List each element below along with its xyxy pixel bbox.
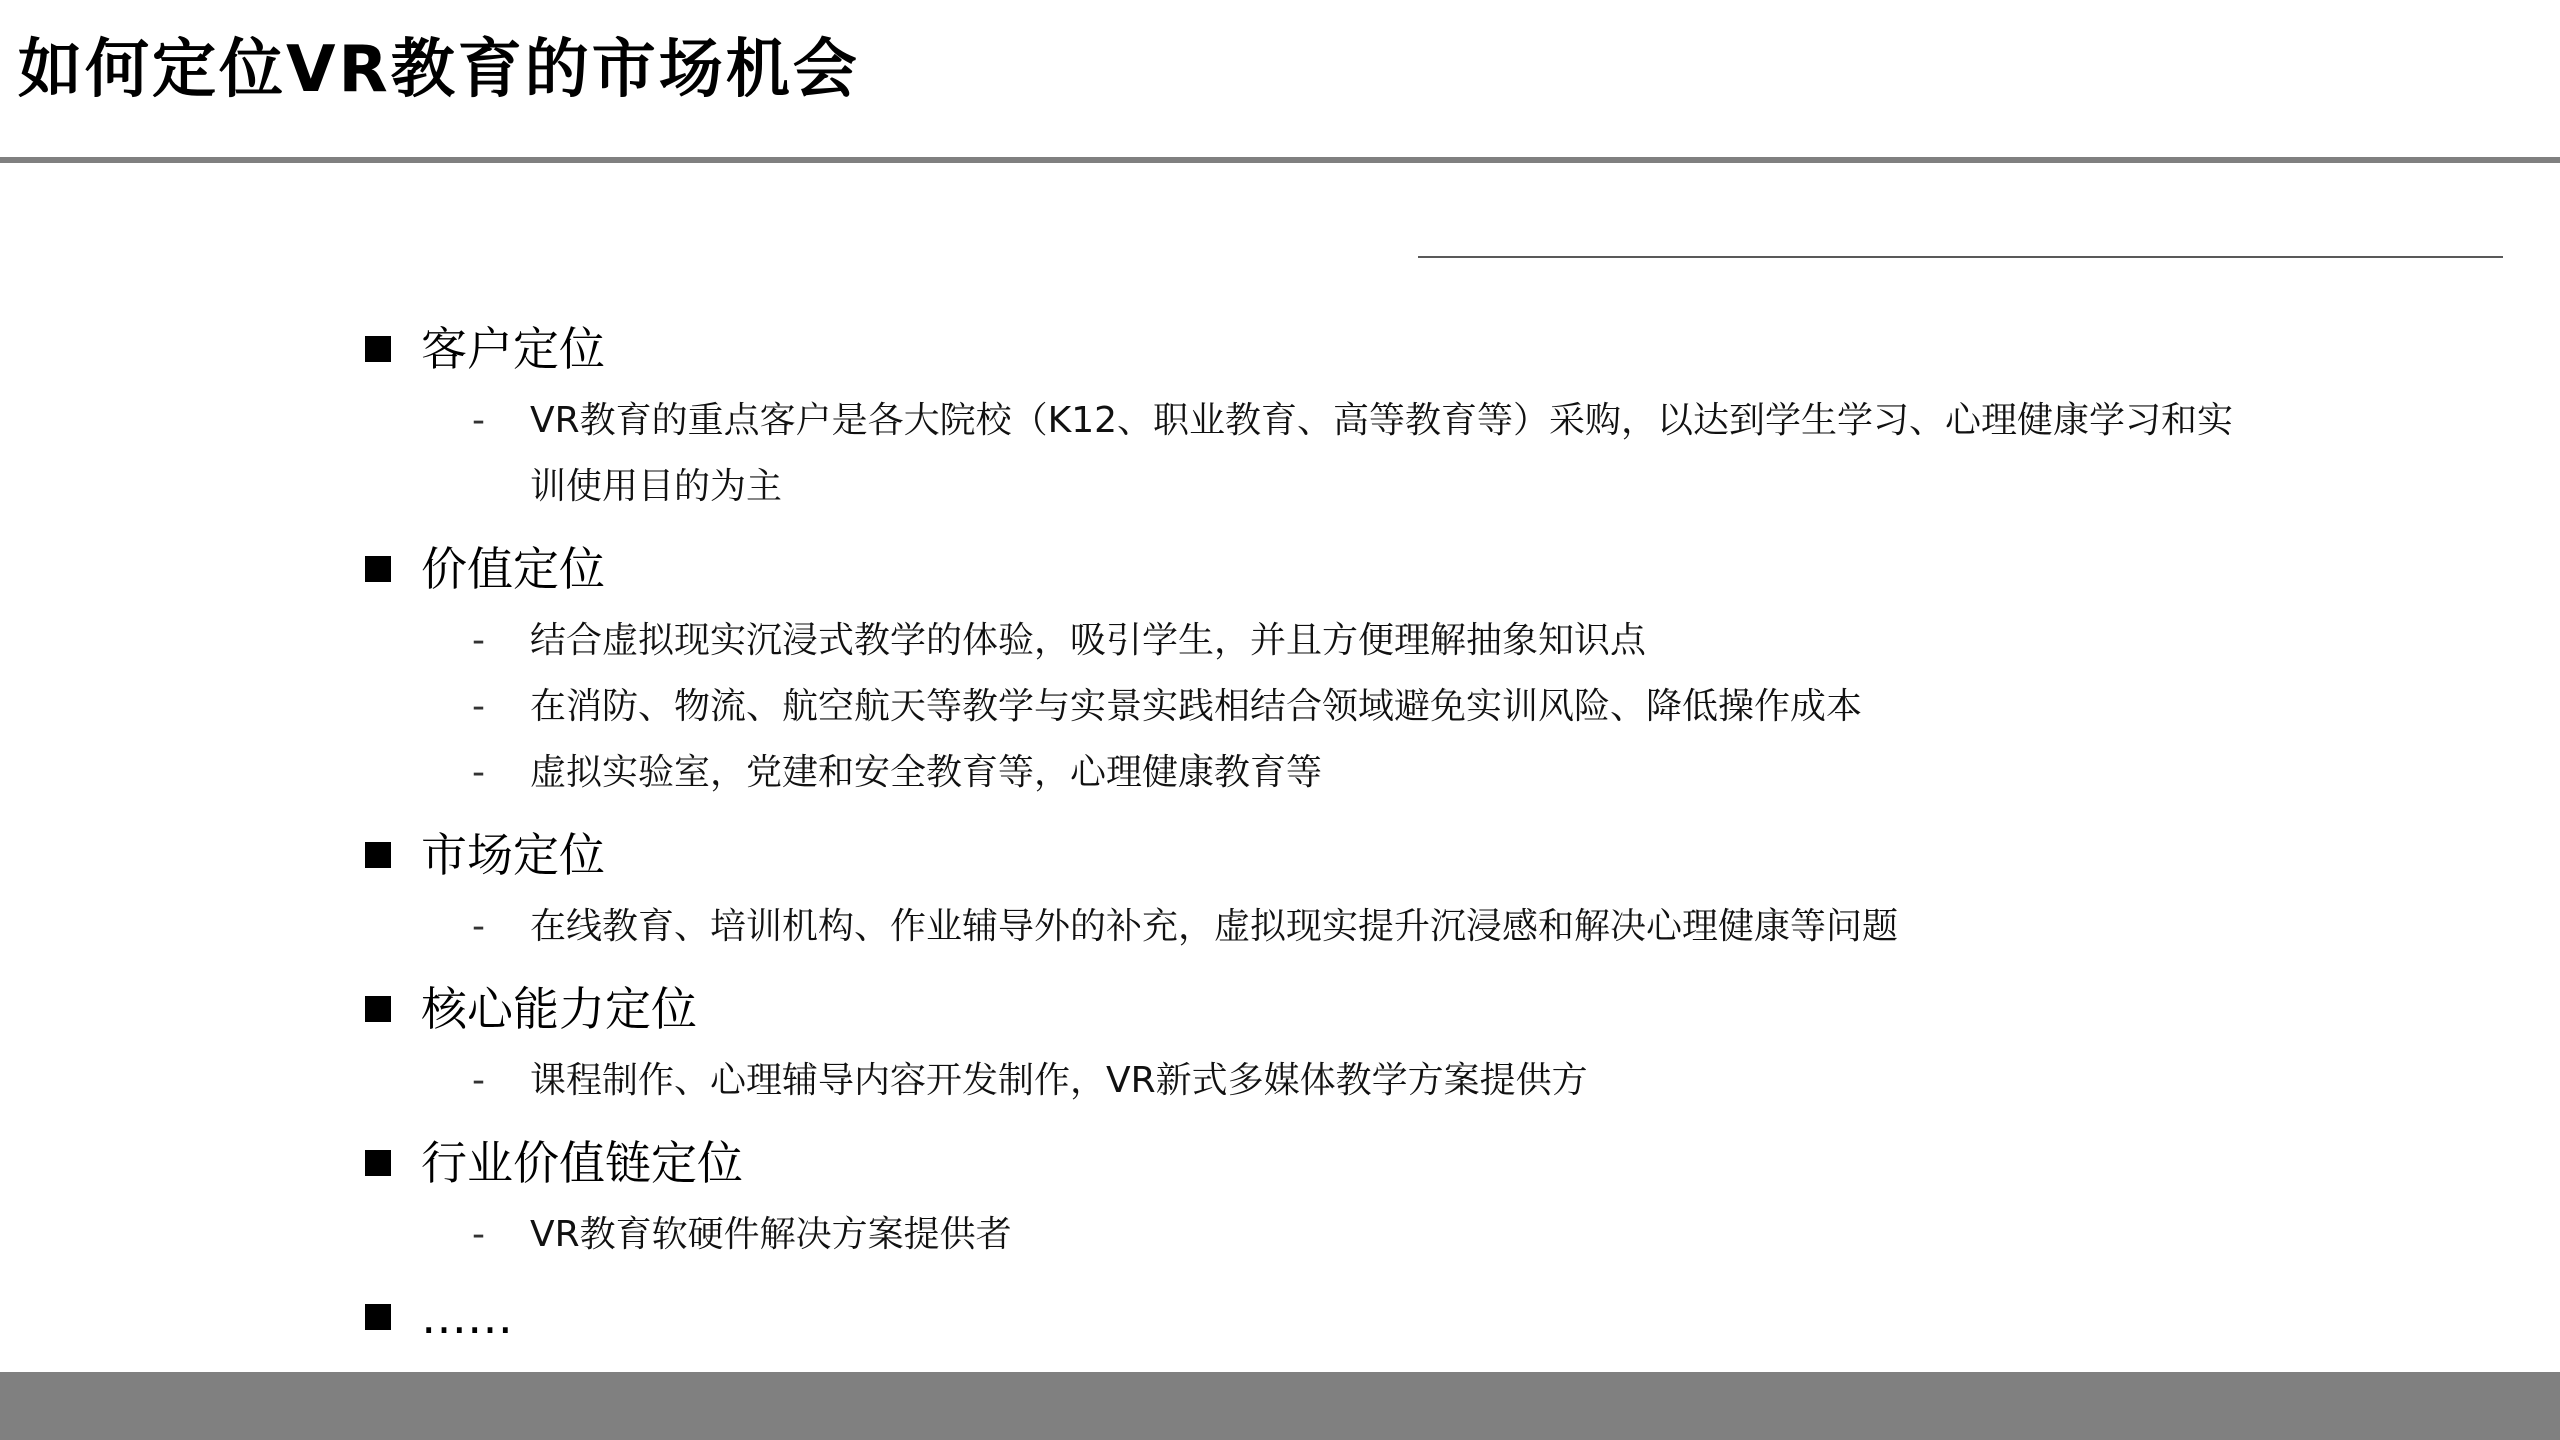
list-item-text: 课程制作、心理辅导内容开发制作，VR新式多媒体教学方案提供方 — [530, 1060, 1588, 1101]
list-item — [365, 740, 2265, 806]
list-item — [365, 894, 2265, 960]
section-header — [365, 1278, 2265, 1356]
list-item-text: VR教育的重点客户是各大院校（K12、职业教育、高等教育等）采购，以达到学生学习、心理健康学习和实训使用目的为主 — [530, 400, 2234, 507]
square-bullet-icon — [365, 842, 391, 868]
dash-bullet: - — [472, 686, 485, 727]
list-item-text: 虚拟实验室，党建和安全教育等，心理健康教育等 — [530, 752, 1323, 793]
square-bullet-icon — [365, 1304, 391, 1330]
section-header — [365, 310, 2265, 388]
section-title: 市场定位 — [421, 828, 605, 882]
list-item-text: VR教育软硬件解决方案提供者 — [530, 1214, 1012, 1255]
dash-bullet: - — [472, 906, 485, 947]
bullet-content — [365, 310, 2265, 1356]
section-header — [365, 1124, 2265, 1202]
sub-list — [365, 1048, 2265, 1114]
square-bullet-icon — [365, 1150, 391, 1176]
list-item — [365, 388, 2265, 520]
square-bullet-icon — [365, 996, 391, 1022]
square-bullet-icon — [365, 556, 391, 582]
section-title: 核心能力定位 — [421, 982, 697, 1036]
list-item-text: 在消防、物流、航空航天等教学与实景实践相结合领域避免实训风险、降低操作成本 — [530, 686, 1863, 727]
section-title: …… — [421, 1290, 513, 1344]
sub-list — [365, 388, 2265, 520]
sub-list — [365, 894, 2265, 960]
section-market-positioning — [365, 816, 2265, 960]
dash-bullet: - — [472, 620, 485, 661]
dash-bullet: - — [472, 1214, 485, 1255]
list-item — [365, 674, 2265, 740]
list-item — [365, 608, 2265, 674]
sub-list — [365, 1202, 2265, 1268]
accent-divider — [1418, 256, 2503, 258]
section-header — [365, 970, 2265, 1048]
list-item-text: 在线教育、培训机构、作业辅导外的补充，虚拟现实提升沉浸感和解决心理健康等问题 — [530, 906, 1899, 947]
section-customer-positioning — [365, 310, 2265, 520]
sub-list — [365, 608, 2265, 806]
section-header — [365, 530, 2265, 608]
page-title: 如何定位VR教育的市场机会 — [18, 33, 860, 107]
list-item-text: 结合虚拟现实沉浸式教学的体验，吸引学生，并且方便理解抽象知识点 — [530, 620, 1647, 661]
section-header — [365, 816, 2265, 894]
list-item — [365, 1202, 2265, 1268]
section-title: 价值定位 — [421, 542, 605, 596]
dash-bullet: - — [472, 1060, 485, 1101]
section-title: 行业价值链定位 — [421, 1136, 743, 1190]
section-title: 客户定位 — [421, 322, 605, 376]
title-divider — [0, 157, 2560, 163]
list-item — [365, 1048, 2265, 1114]
footer-bar — [0, 1372, 2560, 1440]
section-value-positioning — [365, 530, 2265, 806]
section-core-capability — [365, 970, 2265, 1114]
section-ellipsis — [365, 1278, 2265, 1356]
square-bullet-icon — [365, 336, 391, 362]
dash-bullet: - — [472, 752, 485, 793]
dash-bullet: - — [472, 400, 485, 441]
section-value-chain — [365, 1124, 2265, 1268]
